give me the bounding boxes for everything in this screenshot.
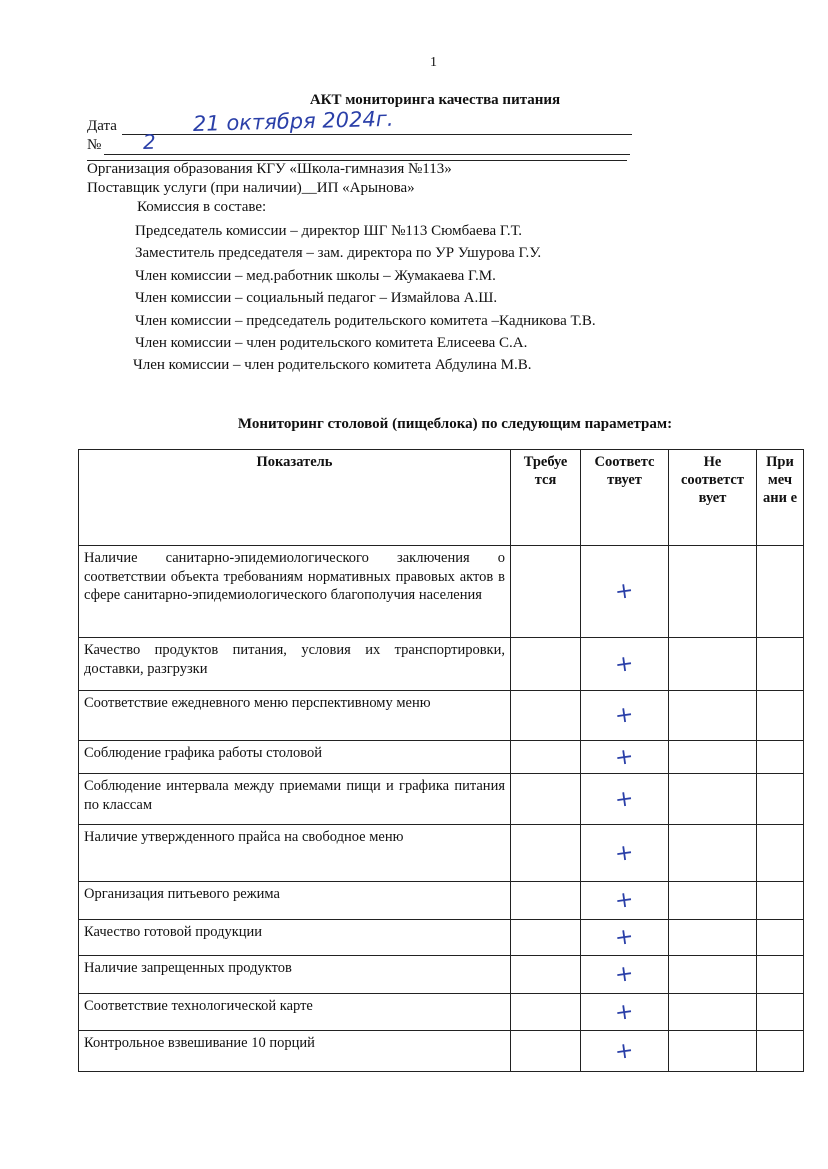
noncompliant-cell xyxy=(669,920,757,956)
compliant-mark-cell xyxy=(581,741,669,774)
note-cell xyxy=(757,825,804,882)
table-header-row xyxy=(79,450,804,546)
noncompliant-cell xyxy=(669,691,757,741)
compliant-mark-cell xyxy=(581,994,669,1031)
note-cell xyxy=(757,774,804,825)
required-cell xyxy=(511,956,581,994)
indicator-cell: Качество готовой продукции xyxy=(79,920,511,956)
note-cell xyxy=(757,741,804,774)
number-handwritten: 2 xyxy=(142,129,157,154)
table-row xyxy=(79,956,804,994)
noncompliant-cell xyxy=(669,638,757,691)
page-number: 1 xyxy=(430,55,437,70)
note-cell xyxy=(757,691,804,741)
header-noncompliant: Не соответст вует xyxy=(669,450,757,546)
handwritten-plus-mark: + xyxy=(613,998,636,1026)
required-cell xyxy=(511,638,581,691)
note-cell xyxy=(757,994,804,1031)
required-cell xyxy=(511,1031,581,1072)
noncompliant-cell xyxy=(669,774,757,825)
compliant-mark-cell xyxy=(581,825,669,882)
noncompliant-cell xyxy=(669,956,757,994)
commission-member: Заместитель председателя – зам. директора по УР Ушурова Г.У. xyxy=(135,245,542,261)
date-handwritten: 21 октября 2024г. xyxy=(192,106,394,136)
compliant-mark-cell xyxy=(581,956,669,994)
note-cell xyxy=(757,882,804,920)
note-cell xyxy=(757,1031,804,1072)
document-title: АКТ мониторинга качества питания xyxy=(309,92,561,108)
handwritten-plus-mark: + xyxy=(613,650,636,678)
number-label: № xyxy=(87,137,102,153)
commission-member: Член комиссии – член родительского комитета Абдулина М.В. xyxy=(133,357,532,373)
noncompliant-cell xyxy=(669,994,757,1031)
table-row xyxy=(79,994,804,1031)
note-cell xyxy=(757,920,804,956)
table-row xyxy=(79,1031,804,1072)
handwritten-plus-mark: + xyxy=(613,785,636,813)
number-underline xyxy=(104,154,630,155)
table-row xyxy=(79,546,804,638)
header-required: Требуе тся xyxy=(511,450,581,546)
commission-member: Член комиссии – председатель родительского комитета –Кадникова Т.В. xyxy=(135,313,596,329)
handwritten-plus-mark: + xyxy=(613,960,636,989)
header-compliant: Соответс твует xyxy=(581,450,669,546)
required-cell xyxy=(511,546,581,638)
handwritten-plus-mark: + xyxy=(613,923,636,952)
noncompliant-cell xyxy=(669,1031,757,1072)
indicator-cell: Наличие запрещенных продуктов xyxy=(79,956,511,994)
indicator-cell: Наличие санитарно-эпидемиологического заключения о соответствии объекта требованиям нормативных правовых актов в сфере санитарно-эпидемиологического благополучия населения xyxy=(79,546,511,638)
note-cell xyxy=(757,956,804,994)
handwritten-plus-mark: + xyxy=(613,577,636,606)
table-row xyxy=(79,882,804,920)
table-row xyxy=(79,638,804,691)
noncompliant-cell xyxy=(669,741,757,774)
table-row xyxy=(79,774,804,825)
commission-member: Член комиссии – социальный педагог – Измайлова А.Ш. xyxy=(135,290,498,306)
compliant-mark-cell xyxy=(581,691,669,741)
note-cell xyxy=(757,638,804,691)
indicator-cell: Соответствие технологической карте xyxy=(79,994,511,1031)
organization-top-rule xyxy=(87,160,627,161)
handwritten-plus-mark: + xyxy=(613,886,636,915)
required-cell xyxy=(511,882,581,920)
noncompliant-cell xyxy=(669,546,757,638)
indicator-cell: Контрольное взвешивание 10 порций xyxy=(79,1031,511,1072)
date-label: Дата xyxy=(87,118,117,134)
compliant-mark-cell xyxy=(581,774,669,825)
noncompliant-cell xyxy=(669,825,757,882)
compliant-mark-cell xyxy=(581,1031,669,1072)
required-cell xyxy=(511,741,581,774)
table-subtitle: Мониторинг столовой (пищеблока) по следующим параметрам: xyxy=(237,416,673,432)
table-row xyxy=(79,920,804,956)
handwritten-plus-mark: + xyxy=(613,743,636,771)
handwritten-plus-mark: + xyxy=(613,1037,636,1065)
indicator-cell: Соответствие ежедневного меню перспективному меню xyxy=(79,691,511,741)
commission-heading: Комиссия в составе: xyxy=(137,199,267,215)
required-cell xyxy=(511,774,581,825)
commission-member: Член комиссии – член родительского комитета Елисеева С.А. xyxy=(135,335,528,351)
indicator-cell: Организация питьевого режима xyxy=(79,882,511,920)
header-note: При меч ани е xyxy=(757,450,804,546)
header-indicator: Показатель xyxy=(79,450,511,546)
indicator-cell: Качество продуктов питания, условия их транспортировки, доставки, разгрузки xyxy=(79,638,511,691)
table-row xyxy=(79,825,804,882)
compliant-mark-cell xyxy=(581,638,669,691)
compliant-mark-cell xyxy=(581,546,669,638)
table-row xyxy=(79,741,804,774)
compliant-mark-cell xyxy=(581,920,669,956)
organization-line: Организация образования КГУ «Школа-гимназия №113» xyxy=(87,161,452,177)
indicator-cell: Соблюдение графика работы столовой xyxy=(79,741,511,774)
supplier-line: Поставщик услуги (при наличии)__ИП «Арынова» xyxy=(87,180,415,196)
monitoring-table xyxy=(78,449,804,1072)
required-cell xyxy=(511,994,581,1031)
commission-member: Член комиссии – мед.работник школы – Жумакаева Г.М. xyxy=(135,268,496,284)
required-cell xyxy=(511,920,581,956)
required-cell xyxy=(511,691,581,741)
commission-member: Председатель комиссии – директор ШГ №113 Сюмбаева Г.Т. xyxy=(135,223,523,239)
handwritten-plus-mark: + xyxy=(613,839,636,867)
compliant-mark-cell xyxy=(581,882,669,920)
required-cell xyxy=(511,825,581,882)
handwritten-plus-mark: + xyxy=(613,701,636,730)
indicator-cell: Наличие утвержденного прайса на свободное меню xyxy=(79,825,511,882)
note-cell xyxy=(757,546,804,638)
table-row xyxy=(79,691,804,741)
noncompliant-cell xyxy=(669,882,757,920)
indicator-cell: Соблюдение интервала между приемами пищи и графика питания по классам xyxy=(79,774,511,825)
